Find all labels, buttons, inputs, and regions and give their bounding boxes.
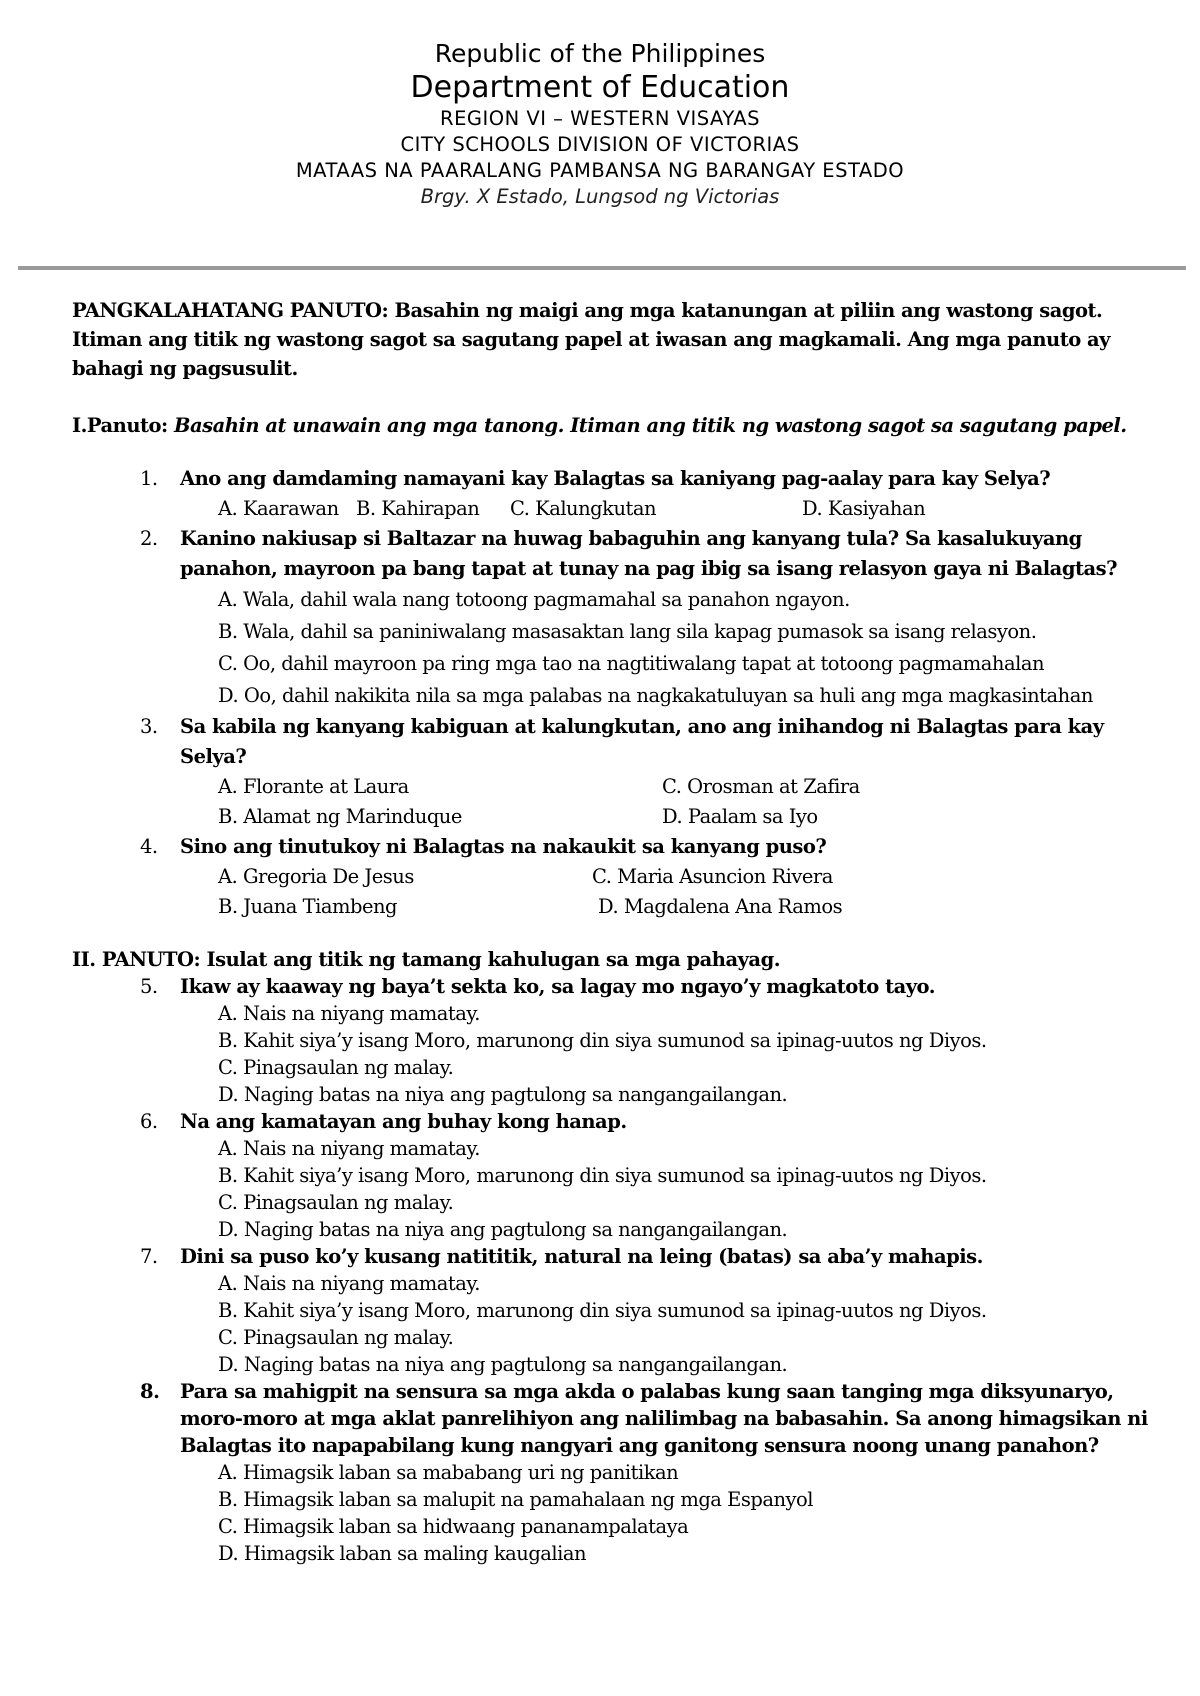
question-text: Para sa mahigpit na sensura sa mga akda o palabas kung saan tanging mga diksyunaryo, moro-moro at mga aklat panrelihiyon ang nalilimbag na babasahin. Sa anong himagsikan ni Balagtas ito napapabilang kung nangyari ang ganitong sensura noong unang panahon? (180, 1380, 1148, 1457)
option-a: A. Gregoria De Jesus (218, 865, 414, 888)
header-republic: Republic of the Philippines (434, 39, 766, 68)
option-d: D. Magdalena Ana Ramos (598, 895, 843, 918)
header-department: Department of Education (410, 70, 790, 105)
option-d: D. Kasiyahan (802, 497, 926, 520)
exam-content (72, 296, 1152, 1567)
question-6 (72, 1108, 1152, 1243)
question-8 (72, 1378, 1152, 1567)
option-b: B. Wala, dahil sa paniniwalang masasaktan lang sila kapag pumasok sa isang relasyon. (218, 620, 1037, 643)
question-number: 2. (140, 527, 158, 550)
option-a: A. Nais na niyang mamatay. (218, 1137, 480, 1160)
question-number: 5. (140, 975, 158, 998)
question-text: Ikaw ay kaaway ng baya’t sekta ko, sa lagay mo ngayo’y magkatoto tayo. (180, 975, 936, 998)
options-list (180, 584, 1152, 712)
option-b: B. Kahit siya’y isang Moro, marunong din siya sumunod sa ipinag-uutos ng Diyos. (218, 1029, 987, 1052)
options-grid (180, 772, 1152, 832)
question-number: 7. (140, 1245, 158, 1268)
options-list (180, 1459, 1152, 1567)
question-text: Sino ang tinutukoy ni Balagtas na nakaukit sa kanyang puso? (180, 835, 827, 858)
document-header (0, 38, 1200, 210)
option-b: B. Himagsik laban sa malupit na pamahalaan ng mga Espanyol (218, 1488, 814, 1511)
question-text: Kanino nakiusap si Baltazar na huwag babaguhin ang kanyang tula? Sa kasalukuyang panahon, mayroon pa bang tapat at tunay na pag ibig sa isang relasyon gaya ni Balagtas? (180, 527, 1117, 580)
option-b: B. Alamat ng Marinduque (218, 805, 462, 828)
option-c: C. Orosman at Zafira (662, 775, 860, 798)
section-2-instructions: II. PANUTO: Isulat ang titik ng tamang kahulugan sa mga pahayag. (72, 948, 780, 971)
options-row (180, 494, 1152, 524)
option-b: B. Kahit siya’y isang Moro, marunong din siya sumunod sa ipinag-uutos ng Diyos. (218, 1299, 987, 1322)
option-d: D. Himagsik laban sa maling kaugalian (218, 1542, 587, 1565)
header-school: MATAAS NA PAARALANG PAMBANSA NG BARANGAY ESTADO (295, 159, 905, 182)
options-list (180, 1270, 1152, 1378)
question-text: Na ang kamatayan ang buhay kong hanap. (180, 1110, 627, 1133)
option-c: C. Oo, dahil mayroon pa ring mga tao na nagtitiwalang tapat at totoong pagmamahalan (218, 652, 1045, 675)
question-number: 1. (140, 467, 158, 490)
option-a: A. Kaarawan (218, 497, 339, 520)
header-address: Brgy. X Estado, Lungsod ng Victorias (420, 185, 780, 208)
general-instructions: PANGKALAHATANG PANUTO: Basahin ng maigi ang mga katanungan at piliin ang wastong sagot. Itiman ang titik ng wastong sagot sa sagutang papel at iwasan ang magkamali. Ang mga panuto ay bahagi ng pagsusulit. (72, 299, 1110, 380)
section-1-instructions (72, 411, 1152, 440)
question-2 (72, 524, 1152, 712)
question-4 (72, 832, 1152, 922)
section-1-label: I.Panuto: (72, 414, 175, 437)
question-3 (72, 712, 1152, 832)
option-c: C. Pinagsaulan ng malay. (218, 1326, 454, 1349)
question-7 (72, 1243, 1152, 1378)
option-b: B. Juana Tiambeng (218, 895, 398, 918)
option-d: D. Oo, dahil nakikita nila sa mga palabas na nagkakatuluyan sa huli ang mga magkasintahan (218, 684, 1093, 707)
question-text: Sa kabila ng kanyang kabiguan at kalungkutan, ano ang inihandog ni Balagtas para kay Selya? (180, 715, 1104, 768)
option-a: A. Florante at Laura (218, 775, 409, 798)
option-c: C. Kalungkutan (510, 497, 657, 520)
header-region: REGION VI – WESTERN VISAYAS (440, 107, 760, 130)
option-a: A. Wala, dahil wala nang totoong pagmamahal sa panahon ngayon. (218, 588, 850, 611)
question-number: 4. (140, 835, 158, 858)
question-text: Dini sa puso ko’y kusang natititik, natural na leing (batas) sa aba’y mahapis. (180, 1245, 983, 1268)
option-a: A. Nais na niyang mamatay. (218, 1272, 480, 1295)
question-1 (72, 464, 1152, 524)
options-grid (180, 862, 1152, 922)
option-c: C. Pinagsaulan ng malay. (218, 1056, 454, 1079)
section-2 (72, 946, 1152, 1567)
question-number: 6. (140, 1110, 158, 1133)
option-a: A. Nais na niyang mamatay. (218, 1002, 480, 1025)
header-division: CITY SCHOOLS DIVISION OF VICTORIAS (400, 133, 800, 156)
question-5 (72, 973, 1152, 1108)
options-list (180, 1135, 1152, 1243)
option-c: C. Maria Asuncion Rivera (592, 865, 833, 888)
header-divider (18, 266, 1186, 270)
question-number: 8. (140, 1380, 160, 1403)
options-list (180, 1000, 1152, 1108)
option-d: D. Paalam sa Iyo (662, 805, 818, 828)
option-a: A. Himagsik laban sa mababang uri ng panitikan (218, 1461, 679, 1484)
option-b: B. Kahit siya’y isang Moro, marunong din siya sumunod sa ipinag-uutos ng Diyos. (218, 1164, 987, 1187)
option-c: C. Pinagsaulan ng malay. (218, 1191, 454, 1214)
option-c: C. Himagsik laban sa hidwaang pananampalataya (218, 1515, 689, 1538)
option-d: D. Naging batas na niya ang pagtulong sa nangangailangan. (218, 1218, 788, 1241)
option-d: D. Naging batas na niya ang pagtulong sa nangangailangan. (218, 1353, 788, 1376)
question-number: 3. (140, 715, 158, 738)
option-d: D. Naging batas na niya ang pagtulong sa nangangailangan. (218, 1083, 788, 1106)
option-b: B. Kahirapan (356, 497, 480, 520)
section-1-text: Basahin at unawain ang mga tanong. Itiman ang titik ng wastong sagot sa sagutang papel. (174, 414, 1127, 437)
question-text: Ano ang damdaming namayani kay Balagtas sa kaniyang pag-aalay para kay Selya? (180, 467, 1051, 490)
